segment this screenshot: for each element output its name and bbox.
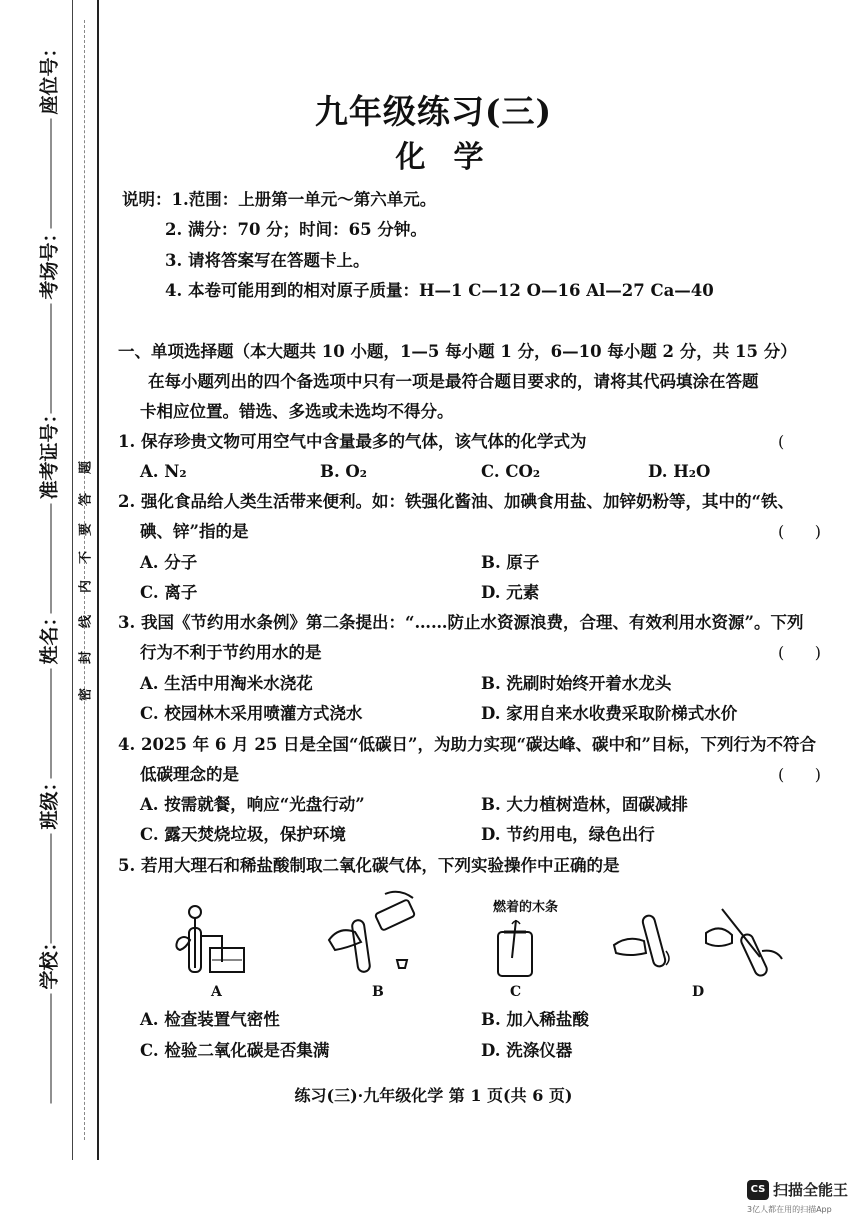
- q2-answer-paren: ( ): [778, 522, 821, 541]
- seal-char: 封: [78, 651, 94, 665]
- exam-room-field: 考场号：: [35, 354, 62, 414]
- instruction-4: 4. 本卷可能用到的相对原子质量：H—1 C—12 O—16 Al—27 Ca—40: [165, 281, 714, 300]
- q3-stem-2: 行为不利于节约用水的是: [140, 643, 322, 662]
- q4-option-c: C. 露天焚烧垃圾，保护环境: [140, 825, 346, 844]
- figure-label-b: B: [372, 984, 384, 1000]
- figure-b-adding-acid: [325, 890, 425, 980]
- q3-answer-paren: ( ): [778, 643, 821, 662]
- q5-option-a: A. 检查装置气密性: [140, 1010, 280, 1029]
- seat-number-field: 座位号：: [35, 169, 62, 229]
- q4-stem-1: 4. 2025 年 6 月 25 日是全国“低碳日”，为助力实现“碳达峰、碳中和”目标，下列行为不符合: [118, 735, 817, 754]
- class-field: 班级：: [35, 884, 62, 944]
- seal-char: 不: [78, 551, 94, 565]
- q4-stem-2: 低碳理念的是: [140, 765, 239, 784]
- q5-option-d: D. 洗涤仪器: [481, 1041, 573, 1060]
- q2-stem-1: 2. 强化食品给人类生活带来便利。如：铁强化酱油、加碘食用盐、加锌奶粉等，其中的“铁、: [118, 492, 794, 511]
- q4-option-d: D. 节约用电，绿色出行: [481, 825, 655, 844]
- name-field: 姓名：: [35, 719, 62, 779]
- seal-char: 线: [78, 615, 94, 629]
- school-field: 学校：: [35, 1044, 62, 1104]
- seal-char: 题: [78, 461, 94, 475]
- q1-answer-paren: (: [778, 432, 785, 451]
- q4-answer-paren: ( ): [778, 765, 821, 784]
- figure-label-c: C: [510, 984, 522, 1000]
- figure-label-a: A: [211, 984, 222, 1000]
- subject-title: 化学: [395, 140, 512, 175]
- q1-option-d: D. H₂O: [648, 462, 711, 481]
- figure-a-airtightness-check: [170, 900, 265, 980]
- page-title: 九年级练习(三): [314, 92, 553, 131]
- q2-option-d: D. 元素: [481, 583, 540, 602]
- scanner-logo-icon: CS: [747, 1180, 769, 1200]
- figure-c-co2-full-check: [492, 918, 542, 980]
- section-desc-2: 卡相应位置。错选、多选或未选均不得分。: [140, 402, 454, 421]
- q2-option-a: A. 分子: [140, 553, 198, 572]
- page-footer: 练习(三)·九年级化学 第 1 页(共 6 页): [294, 1086, 573, 1105]
- q5-option-b: B. 加入稀盐酸: [481, 1010, 589, 1029]
- section-heading: 一、单项选择题（本大题共 10 小题，1—5 每小题 1 分，6—10 每小题 2 分，共 15 分）: [118, 342, 797, 361]
- q3-option-a: A. 生活中用淘米水浇花: [140, 674, 313, 693]
- q3-option-d: D. 家用自来水收费采取阶梯式水价: [481, 704, 738, 723]
- q3-stem-1: 3. 我国《节约用水条例》第二条提出：“……防止水资源浪费，合理、有效利用水资源”。下列: [118, 613, 804, 632]
- q4-option-a: A. 按需就餐，响应“光盘行动”: [140, 795, 365, 814]
- q2-option-c: C. 离子: [140, 583, 198, 602]
- q4-option-b: B. 大力植树造林，固碳减排: [481, 795, 688, 814]
- q1-option-a: A. N₂: [140, 462, 187, 481]
- q3-option-c: C. 校园林木采用喷灌方式浇水: [140, 704, 363, 723]
- scanner-app-name: 扫描全能王: [773, 1181, 849, 1199]
- seal-char: 答: [78, 493, 94, 507]
- q1-option-b: B. O₂: [320, 462, 368, 481]
- q2-stem-2: 碘、锌”指的是: [140, 522, 249, 541]
- figure-d-washing-tube: [610, 905, 790, 980]
- scanner-watermark: [747, 1178, 862, 1224]
- figure-label-d: D: [692, 984, 705, 1000]
- scanner-tagline: 3亿人都在用的扫描App: [747, 1205, 832, 1214]
- seal-char: 密: [78, 688, 94, 702]
- seal-char: 要: [78, 523, 94, 537]
- instruction-3: 3. 请将答案写在答题卡上。: [165, 251, 370, 270]
- figure-c-caption: 燃着的木条: [493, 900, 559, 915]
- admission-number-field: 准考证号：: [35, 554, 62, 614]
- q3-option-b: B. 洗刷时始终开着水龙头: [481, 674, 672, 693]
- section-desc-1: 在每小题列出的四个备选项中只有一项是最符合题目要求的，请将其代码填涂在答题: [148, 372, 759, 391]
- q5-option-c: C. 检验二氧化碳是否集满: [140, 1041, 330, 1060]
- instruction-2: 2. 满分：70 分；时间：65 分钟。: [165, 220, 427, 239]
- q2-option-b: B. 原子: [481, 553, 540, 572]
- seal-char: 内: [78, 580, 94, 594]
- q1-stem: 1. 保存珍贵文物可用空气中含量最多的气体，该气体的化学式为: [118, 432, 587, 451]
- q1-option-c: C. CO₂: [481, 462, 541, 481]
- instruction-1: 说明：1.范围：上册第一单元～第六单元。: [122, 190, 437, 209]
- q5-stem: 5. 若用大理石和稀盐酸制取二氧化碳气体，下列实验操作中正确的是: [118, 856, 620, 875]
